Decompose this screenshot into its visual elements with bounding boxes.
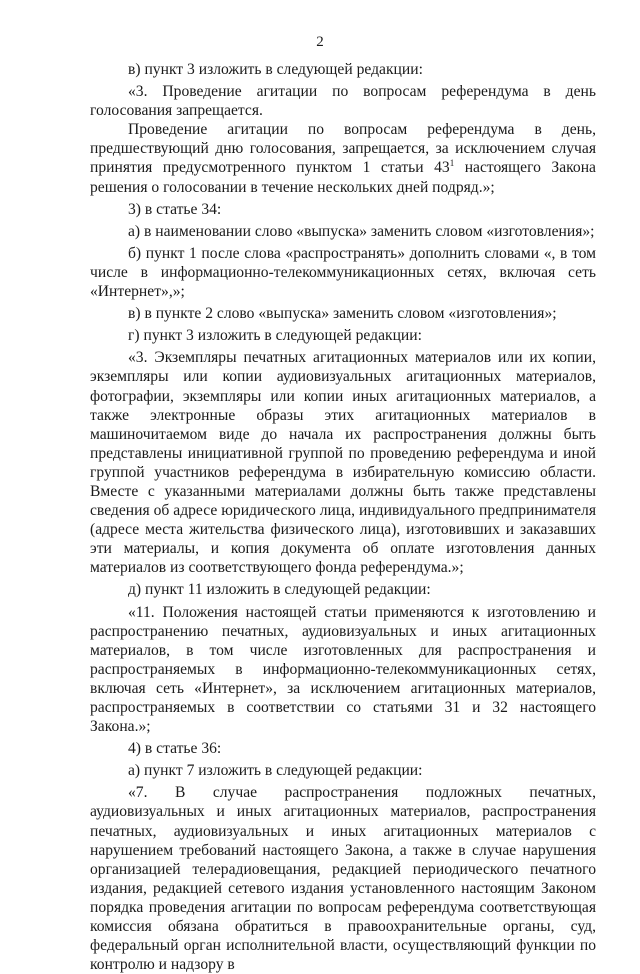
paragraph: г) пункт 3 изложить в следующей редакции: <box>128 327 422 345</box>
paragraph: б) пункт 1 после слова «распространять» дополнить словами «, в том числе в информационно-телекоммуникационных сетях, включая сеть «Интернет»,»; <box>90 244 596 301</box>
quoted-paragraph: «3. Экземпляры печатных агитационных материалов или их копии, экземпляры или копии аудиовизуальных агитационных материалов, фотографии, экземпляры или копии иных агитационных материалов, а также электронные образы этих агитационных материалов в машиночитаемом виде до начала их распространения должны быть представлены инициативной группой по проведению референдума и иной группой участников референдума в избирательную комиссию области. Вместе с указанными материалами должны быть также представлены сведения об адресе юридического лица, индивидуального предпринимателя (адресе места жительства физического лица), изготовивших и заказавших эти материалы, и копия документа об оплате изготовления данных материалов из соответствующего фонда референдума.»; <box>90 349 596 577</box>
quoted-paragraph: «3. Проведение агитации по вопросам референдума в день голосования запрещается. <box>90 83 596 120</box>
paragraph: а) в наименовании слово «выпуска» заменить словом «изготовления»; <box>128 222 595 240</box>
superscript-marker: 1 <box>449 158 455 169</box>
paragraph: д) пункт 11 изложить в следующей редакции: <box>128 581 431 599</box>
quoted-paragraph: «11. Положения настоящей статьи применяются к изготовлению и распространению печатных, аудиовизуальных и иных агитационных материалов, в том числе изготовленных для распространения и распространяемых в информационно-телекоммуникационных сетях, включая сеть «Интернет», за исключением агитационных материалов, распространяемых в соответствии со статьями 31 и 32 настоящего Закона.»; <box>90 603 596 736</box>
paragraph-text: Проведение агитации по вопросам референдума в день, предшествующий дню голосования, запрещается, за исключением случая принятия предусмотренного пунктом 1 статьи 43 <box>90 121 596 177</box>
paragraph: в) пункт 3 изложить в следующей редакции: <box>128 61 423 78</box>
paragraph-with-footnote <box>90 120 596 196</box>
paragraph: 4) в статье 36: <box>128 740 222 758</box>
quoted-paragraph: «7. В случае распространения подложных печатных, аудиовизуальных и иных агитационных материалов, распространения печатных, аудиовизуальных и иных агитационных материалов с нарушением требований настоящего Закона, а также в случае нарушения организацией телерадиовещания, редакцией периодического печатного издания, редакцией сетевого издания установленного настоящим Законом порядка проведения агитации по вопросам референдума соответствующая комиссия обязана обратиться в правоохранительные органы, суд, федеральный орган исполнительной власти, осуществляющий функции по контролю и надзору в <box>90 784 596 974</box>
paragraph: в) в пункте 2 слово «выпуска» заменить словом «изготовления»; <box>128 305 557 323</box>
document-body <box>90 60 596 974</box>
page-number: 2 <box>316 34 324 50</box>
paragraph: а) пункт 7 изложить в следующей редакции: <box>128 762 423 780</box>
paragraph-text-continued: настоящего Закона решения о голосовании в течение нескольких дней подряд.»; <box>90 159 596 196</box>
paragraph: 3) в статье 34: <box>128 200 222 218</box>
